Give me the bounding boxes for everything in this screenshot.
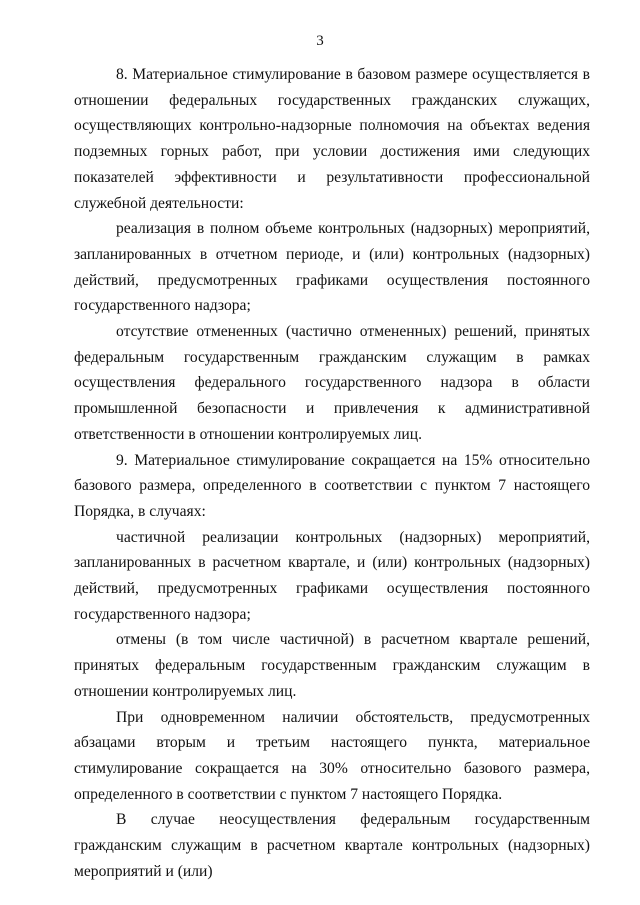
paragraph-criterion-no-cancelled-decisions: отсутствие отмененных (частично отмененных) решений, принятых федеральным государственным гражданским служащим в рамках осуществления федерального государственного надзора в области промышленной безопасности и привлечения к административной ответственности в отношении контролируемых лиц. [74, 323, 590, 443]
paragraph-combined-reduction: При одновременном наличии обстоятельств, предусмотренных абзацами вторым и третьим настоящего пункта, материальное стимулирование сокращается на 30% относительно базового размера, определенного в соответствии с пунктом 7 настоящего Порядка. [74, 708, 590, 803]
paragraph-non-implementation: В случае неосуществления федеральным государственным гражданским служащим в расчетном квартале контрольных (надзорных) мероприятий и (или) [74, 811, 590, 880]
document-body [74, 62, 590, 885]
paragraph-criterion-full-implementation: реализация в полном объеме контрольных (надзорных) мероприятий, запланированных в отчетном периоде, и (или) контрольных (надзорных) действий, предусмотренных графиками осуществления постоянного государственного надзора; [74, 220, 590, 315]
paragraph-case-partial-implementation: частичной реализации контрольных (надзорных) мероприятий, запланированных в расчетном квартале, и (или) контрольных (надзорных) действий, предусмотренных графиками осуществления постоянного государственного надзора; [74, 528, 590, 623]
paragraph-item-9: 9. Материальное стимулирование сокращается на 15% относительно базового размера, определенного в соответствии с пунктом 7 настоящего Порядка, в случаях: [74, 451, 590, 520]
paragraph-case-cancelled-decisions: отмены (в том числе частичной) в расчетном квартале решений, принятых федеральным государственным гражданским служащим в отношении контролируемых лиц. [74, 631, 590, 700]
page-number: 3 [316, 33, 324, 49]
paragraph-item-8: 8. Материальное стимулирование в базовом размере осуществляется в отношении федеральных государственных гражданских служащих, осуществляющих контрольно-надзорные полномочия на объектах ведения подземных горных работ, при условии достижения ими следующих показателей эффективности и результативности профессиональной служебной деятельности: [74, 66, 590, 212]
